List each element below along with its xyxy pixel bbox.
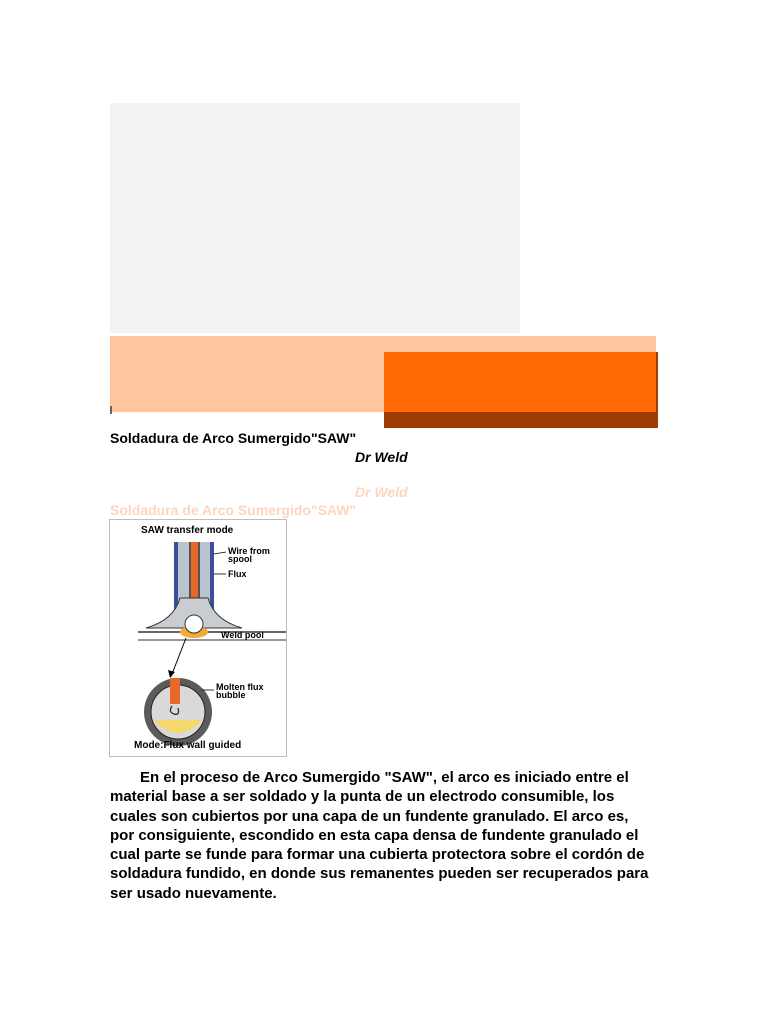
label-molten-line1: Molten flux — [216, 682, 264, 692]
saw-diagram-svg — [110, 520, 286, 756]
orange-box-shadow — [384, 410, 658, 428]
magnified-wire — [170, 678, 180, 704]
label-wire-line1: Wire from — [228, 546, 270, 556]
wire-leader — [214, 552, 226, 554]
diagram-caption: Mode:Flux wall guided — [134, 740, 242, 751]
label-weld-pool: Weld pool — [221, 630, 264, 640]
ghost-title: Soldadura de Arco Sumergido"SAW" — [110, 502, 357, 518]
gray-banner-block — [110, 103, 520, 333]
diagram-title: SAW transfer mode — [141, 525, 234, 536]
magnify-arrow — [172, 638, 186, 674]
label-molten-line2: bubble — [216, 690, 246, 700]
orange-box-edge — [656, 352, 658, 428]
label-flux: Flux — [228, 569, 247, 579]
orange-header-box — [384, 352, 656, 412]
ghost-author: Dr Weld — [355, 484, 408, 500]
body-paragraph-text: En el proceso de Arco Sumergido "SAW", el arco es iniciado entre el material base a ser soldado y la punta de un electrodo consumible, los cuales son cubiertos por una capa de un fundente granulado. El arco es, por consiguiente, escondido en esta capa densa de fundente granulado el cual parte se funde para formar una cubierta protectora sobre el cordón de soldadura fundido, en donde sus remanentes pueden ser recuperados para ser usado nuevamente. — [110, 769, 649, 902]
saw-diagram — [109, 519, 287, 757]
body-paragraph — [110, 768, 650, 903]
divider-tick — [110, 406, 112, 414]
document-title: Soldadura de Arco Sumergido"SAW" — [110, 430, 357, 446]
magnify-arrow-head — [168, 670, 175, 678]
document-author: Dr Weld — [355, 449, 408, 465]
arc-bubble — [185, 615, 203, 633]
label-wire-line2: spool — [228, 554, 252, 564]
